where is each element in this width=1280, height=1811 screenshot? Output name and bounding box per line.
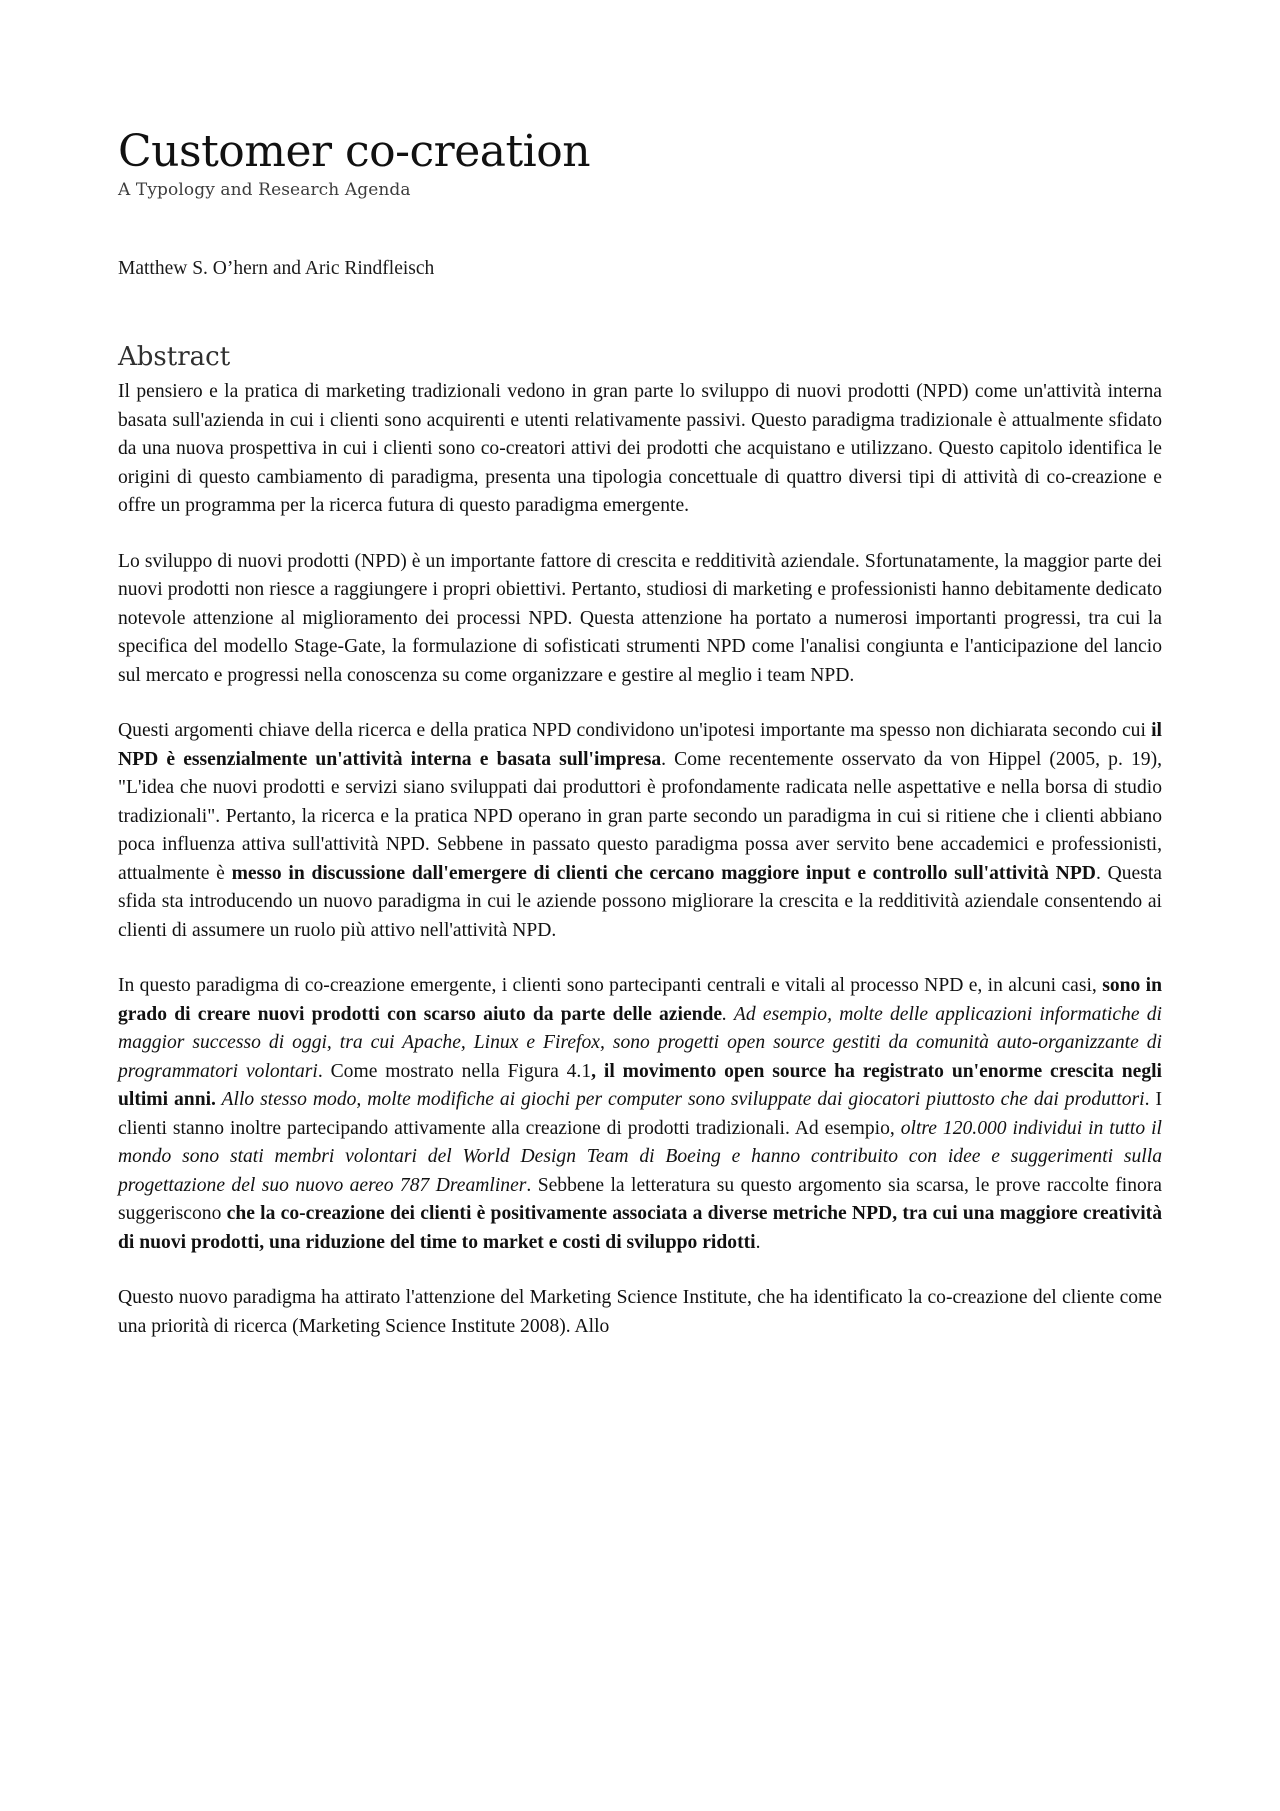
p4-italic-1: . Ad esempio, molte delle applicazioni informatiche di maggior successo di oggi, tra cui Apache, Linux e Firefox, sono progetti open source gestiti da comunità auto-organizzante di programmatori volontari (118, 1003, 1162, 1082)
p4-bold-1: sono in grado di creare nuovi prodotti con scarso aiuto da parte delle aziende (118, 975, 1162, 1025)
p4-text-1: In questo paradigma di co-creazione emergente, i clienti sono partecipanti centrali e vitali al processo NPD e, in alcuni casi, (118, 975, 1103, 997)
p3-text-3: . Questa sfida sta introducendo un nuovo paradigma in cui le aziende possono migliorare la crescita e la redditività aziendale consentendo ai clienti di assumere un ruolo più attivo nell'attività NPD. (118, 862, 1162, 941)
p4-text-4: . Sebbene la letteratura su questo argomento sia scarsa, le prove raccolte finora suggeriscono (118, 1174, 1163, 1225)
p4-text-5: . (755, 1231, 761, 1253)
page-subtitle: A Typology and Research Agenda (118, 180, 411, 201)
p4-text-2: . Come mostrato nella Figura 4.1 (317, 1060, 592, 1082)
page-title: Customer co-creation (118, 126, 591, 177)
body-paragraph-3 (118, 717, 1162, 945)
p4-italic-3: oltre 120.000 individui in tutto il mondo sono stati membri volontari del World Design Team di Boeing e hanno contribuito con idee e suggerimenti sulla progettazione del suo nuovo aereo 787 Dreamliner (118, 1117, 1162, 1196)
body-paragraph-5: Questo nuovo paradigma ha attirato l'attenzione del Marketing Science Institute, che ha identificato la co-creazione del cliente come una priorità di ricerca (Marketing Science Institute 2008). Allo (118, 1287, 1162, 1337)
abstract-paragraph: Il pensiero e la pratica di marketing tradizionali vedono in gran parte lo sviluppo di nuovi prodotti (NPD) come un'attività interna basata sull'azienda in cui i clienti sono acquirenti e utenti relativamente passivi. Questo paradigma tradizionale è attualmente sfidato da una nuova prospettiva in cui i clienti sono co-creatori attivi dei prodotti che acquistano e utilizzano. Questo capitolo identifica le origini di questo cambiamento di paradigma, presenta una tipologia concettuale di quattro diversi tipi di attività di co-creazione e offre un programma per la ricerca futura di questo paradigma emergente. (118, 381, 1162, 517)
p4-bold-2: , il movimento open source ha registrato un'enorme crescita negli ultimi anni. (118, 1060, 1162, 1111)
authors-line: Matthew S. O’hern and Aric Rindfleisch (118, 258, 435, 280)
p4-bold-3: che la co-creazione dei clienti è positivamente associata a diverse metriche NPD, tra cui una maggiore creatività di nuovi prodotti, una riduzione del time to market e costi di sviluppo ridotti (118, 1203, 1162, 1253)
p3-text-1: Questi argomenti chiave della ricerca e della pratica NPD condividono un'ipotesi importante ma spesso non dichiarata secondo cui (118, 720, 1152, 742)
abstract-heading: Abstract (118, 342, 231, 373)
body-paragraph-4 (118, 972, 1162, 1257)
p3-text-2: . Come recentemente osservato da von Hippel (2005, p. 19), "L'idea che nuovi prodotti e servizi siano sviluppati dai produttori è profondamente radicata nelle aspettative e nella borsa di studio tradizionali". Pertanto, la ricerca e la pratica NPD operano in gran parte secondo un paradigma in cui si ritiene che i clienti abbiano poca influenza attiva sull'attività NPD. Sebbene in passato questo paradigma possa aver servito bene accademici e professionisti, attualmente è (118, 748, 1162, 884)
p4-text-3: . I clienti stanno inoltre partecipando attivamente alla creazione di prodotti tradizionali. Ad esempio, (118, 1089, 1162, 1139)
p3-bold-1: il NPD è essenzialmente un'attività interna e basata sull'impresa (118, 720, 1162, 770)
p3-bold-2: messo in discussione dall'emergere di clienti che cercano maggiore input e controllo sull'attività NPD (231, 862, 1096, 884)
body-paragraph-2: Lo sviluppo di nuovi prodotti (NPD) è un importante fattore di crescita e redditività aziendale. Sfortunatamente, la maggior parte dei nuovi prodotti non riesce a raggiungere i propri obiettivi. Pertanto, studiosi di marketing e professionisti hanno debitamente dedicato notevole attenzione al miglioramento dei processi NPD. Questa attenzione ha portato a numerosi importanti progressi, tra cui la specifica del modello Stage-Gate, la formulazione di sofisticati strumenti NPD come l'analisi congiunta e l'anticipazione del lancio sul mercato e progressi nella conoscenza su come organizzare e gestire al meglio i team NPD. (118, 550, 1162, 686)
p4-italic-2: Allo stesso modo, molte modifiche ai giochi per computer sono sviluppate dai giocatori piuttosto che dai produttori (215, 1089, 1145, 1111)
